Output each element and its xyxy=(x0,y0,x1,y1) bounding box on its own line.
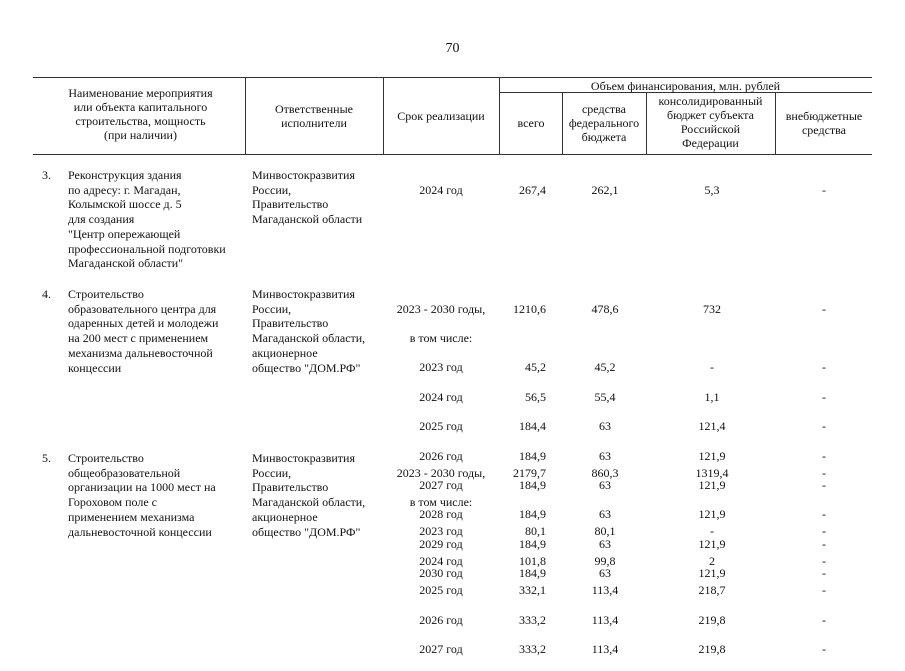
offbudget-value xyxy=(776,495,872,510)
header-name: Наименование мероприятия или объекта капитального строительства, мощность (при наличии) xyxy=(68,86,213,142)
row-name: Строительство общеобразовательной организации на 1000 мест на Гороховом поле с применением механизма дальневосточной концессии xyxy=(68,451,216,539)
federal-value: 63 xyxy=(599,419,611,434)
regional-value: 219,8 xyxy=(698,612,726,627)
period-line: в том числе: xyxy=(409,495,473,510)
period-line: 2024 год xyxy=(419,182,463,197)
period-line: 2023 год xyxy=(419,524,463,539)
row-number: 5. xyxy=(42,451,51,465)
regional-value: - xyxy=(710,360,714,375)
regional-value: 219,8 xyxy=(698,642,726,657)
period-line: 2024 год xyxy=(419,553,463,568)
period-line: 2023 - 2030 годы, xyxy=(396,465,486,480)
regional-value: - xyxy=(710,524,714,539)
offbudget-value: - xyxy=(822,583,826,598)
federal-value xyxy=(563,331,647,346)
period-line: 2030 год xyxy=(419,566,463,581)
federal-value xyxy=(563,495,647,510)
period-line: 2027 год xyxy=(419,642,463,657)
offbudget-value: - xyxy=(822,642,826,657)
row-federal xyxy=(563,168,647,212)
period-line: 2029 год xyxy=(419,536,463,551)
total-value: 333,2 xyxy=(519,642,546,657)
regional-value: 2 xyxy=(709,553,715,568)
total-value: 101,8 xyxy=(519,553,546,568)
offbudget-value: - xyxy=(822,448,826,463)
regional-value: 1319,4 xyxy=(695,465,729,480)
federal-value: 478,6 xyxy=(591,301,619,316)
federal-value: 63 xyxy=(599,448,611,463)
row-name: Реконструкция здания по адресу: г. Магадан, Колымской шоссе д. 5 для создания "Центр опережающей профессиональной подготовки Магаданской области" xyxy=(68,168,226,271)
total-value: 184,9 xyxy=(519,478,546,493)
period-line: 2026 год xyxy=(419,448,463,463)
offbudget-value: - xyxy=(822,612,826,627)
total-value: 267,4 xyxy=(519,182,546,197)
row-offbudget xyxy=(776,448,872,671)
row-offbudget xyxy=(776,168,872,212)
federal-value: 55,4 xyxy=(594,389,616,404)
federal-value: 860,3 xyxy=(591,465,619,480)
total-value: 1210,6 xyxy=(513,301,546,316)
header-divider xyxy=(383,77,384,154)
header-bottom-rule xyxy=(33,154,872,155)
regional-value: 1,1 xyxy=(704,389,720,404)
federal-value: 80,1 xyxy=(594,524,616,539)
total-value: 45,2 xyxy=(525,360,546,375)
header-total: всего xyxy=(517,116,545,130)
regional-value: 121,4 xyxy=(698,419,726,434)
header-finance-group: Объем финансирования, млн. рублей xyxy=(590,79,781,93)
offbudget-value: - xyxy=(822,566,826,581)
offbudget-value: - xyxy=(822,301,826,316)
offbudget-value: - xyxy=(822,507,826,522)
header-period: Срок реализации xyxy=(397,109,485,123)
regional-value xyxy=(648,331,776,346)
federal-value: 63 xyxy=(599,507,611,522)
header-top-rule xyxy=(33,77,872,78)
row-number: 4. xyxy=(42,287,51,301)
total-value: 332,1 xyxy=(519,583,546,598)
period-line: 2028 год xyxy=(419,507,463,522)
header-divider xyxy=(245,77,246,154)
period-line: 2025 год xyxy=(419,419,463,434)
total-value xyxy=(500,331,546,346)
regional-value: 121,9 xyxy=(698,507,726,522)
row-executors: Минвостокразвития России, Правительство Магаданской области xyxy=(252,168,363,227)
period-line: 2024 год xyxy=(419,389,463,404)
row-federal xyxy=(563,448,647,671)
page-number: 70 xyxy=(445,41,460,56)
period-line: 2023 год xyxy=(419,360,463,375)
total-value: 333,2 xyxy=(519,612,546,627)
federal-value: 113,4 xyxy=(591,612,619,627)
row-total xyxy=(500,448,546,671)
period-line: 2026 год xyxy=(419,612,463,627)
total-value: 184,9 xyxy=(519,566,546,581)
header-regional: консолидированный бюджет субъекта Российской Федерации xyxy=(658,94,763,150)
regional-value: 5,3 xyxy=(704,182,720,197)
total-value: 184,9 xyxy=(519,507,546,522)
federal-value: 45,2 xyxy=(594,360,616,375)
row-regional xyxy=(648,168,776,212)
regional-value: 218,7 xyxy=(698,583,726,598)
period-line: 2027 год xyxy=(419,478,463,493)
regional-value: 732 xyxy=(703,301,721,316)
header-offbudget: внебюджетные средства xyxy=(785,109,863,137)
offbudget-value: - xyxy=(822,524,826,539)
regional-value: 121,9 xyxy=(698,448,726,463)
offbudget-value xyxy=(776,331,872,346)
row-executors: Минвостокразвития России, Правительство Магаданской области, акционерное общество "ДОМ.РФ" xyxy=(252,287,366,375)
header-federal: средства федерального бюджета xyxy=(568,102,640,144)
total-value xyxy=(500,495,546,510)
total-value: 184,9 xyxy=(519,536,546,551)
total-value: 80,1 xyxy=(525,524,546,539)
federal-value: 63 xyxy=(599,566,611,581)
period-line: в том числе: xyxy=(409,331,473,346)
offbudget-value: - xyxy=(822,360,826,375)
offbudget-value: - xyxy=(822,478,826,493)
row-executors: Минвостокразвития России, Правительство Магаданской области, акционерное общество "ДОМ.РФ" xyxy=(252,451,366,539)
total-value: 56,5 xyxy=(525,389,546,404)
total-value: 2179,7 xyxy=(513,465,546,480)
regional-value xyxy=(648,495,776,510)
row-period xyxy=(384,448,498,671)
offbudget-value: - xyxy=(822,182,826,197)
federal-value: 63 xyxy=(599,478,611,493)
offbudget-value: - xyxy=(822,536,826,551)
offbudget-value: - xyxy=(822,419,826,434)
regional-value: 121,9 xyxy=(698,478,726,493)
row-total xyxy=(500,168,546,212)
row-regional xyxy=(648,448,776,671)
offbudget-value: - xyxy=(822,465,826,480)
federal-value: 262,1 xyxy=(591,182,619,197)
federal-value: 63 xyxy=(599,536,611,551)
total-value: 184,4 xyxy=(519,419,546,434)
row-name: Строительство образовательного центра для одаренных детей и молодежи на 200 мест с применением механизма дальневосточной концессии xyxy=(68,287,219,375)
header-divider xyxy=(499,77,500,154)
regional-value: 121,9 xyxy=(698,536,726,551)
offbudget-value: - xyxy=(822,553,826,568)
offbudget-value: - xyxy=(822,389,826,404)
period-line: 2025 год xyxy=(419,583,463,598)
federal-value: 113,4 xyxy=(591,642,619,657)
period-line: 2023 - 2030 годы, xyxy=(396,301,486,316)
federal-value: 113,4 xyxy=(591,583,619,598)
header-executors: Ответственные исполнители xyxy=(275,102,353,130)
row-period xyxy=(384,168,498,212)
row-number: 3. xyxy=(42,168,51,182)
total-value: 184,9 xyxy=(519,448,546,463)
regional-value: 121,9 xyxy=(698,566,726,581)
federal-value: 99,8 xyxy=(594,553,616,568)
